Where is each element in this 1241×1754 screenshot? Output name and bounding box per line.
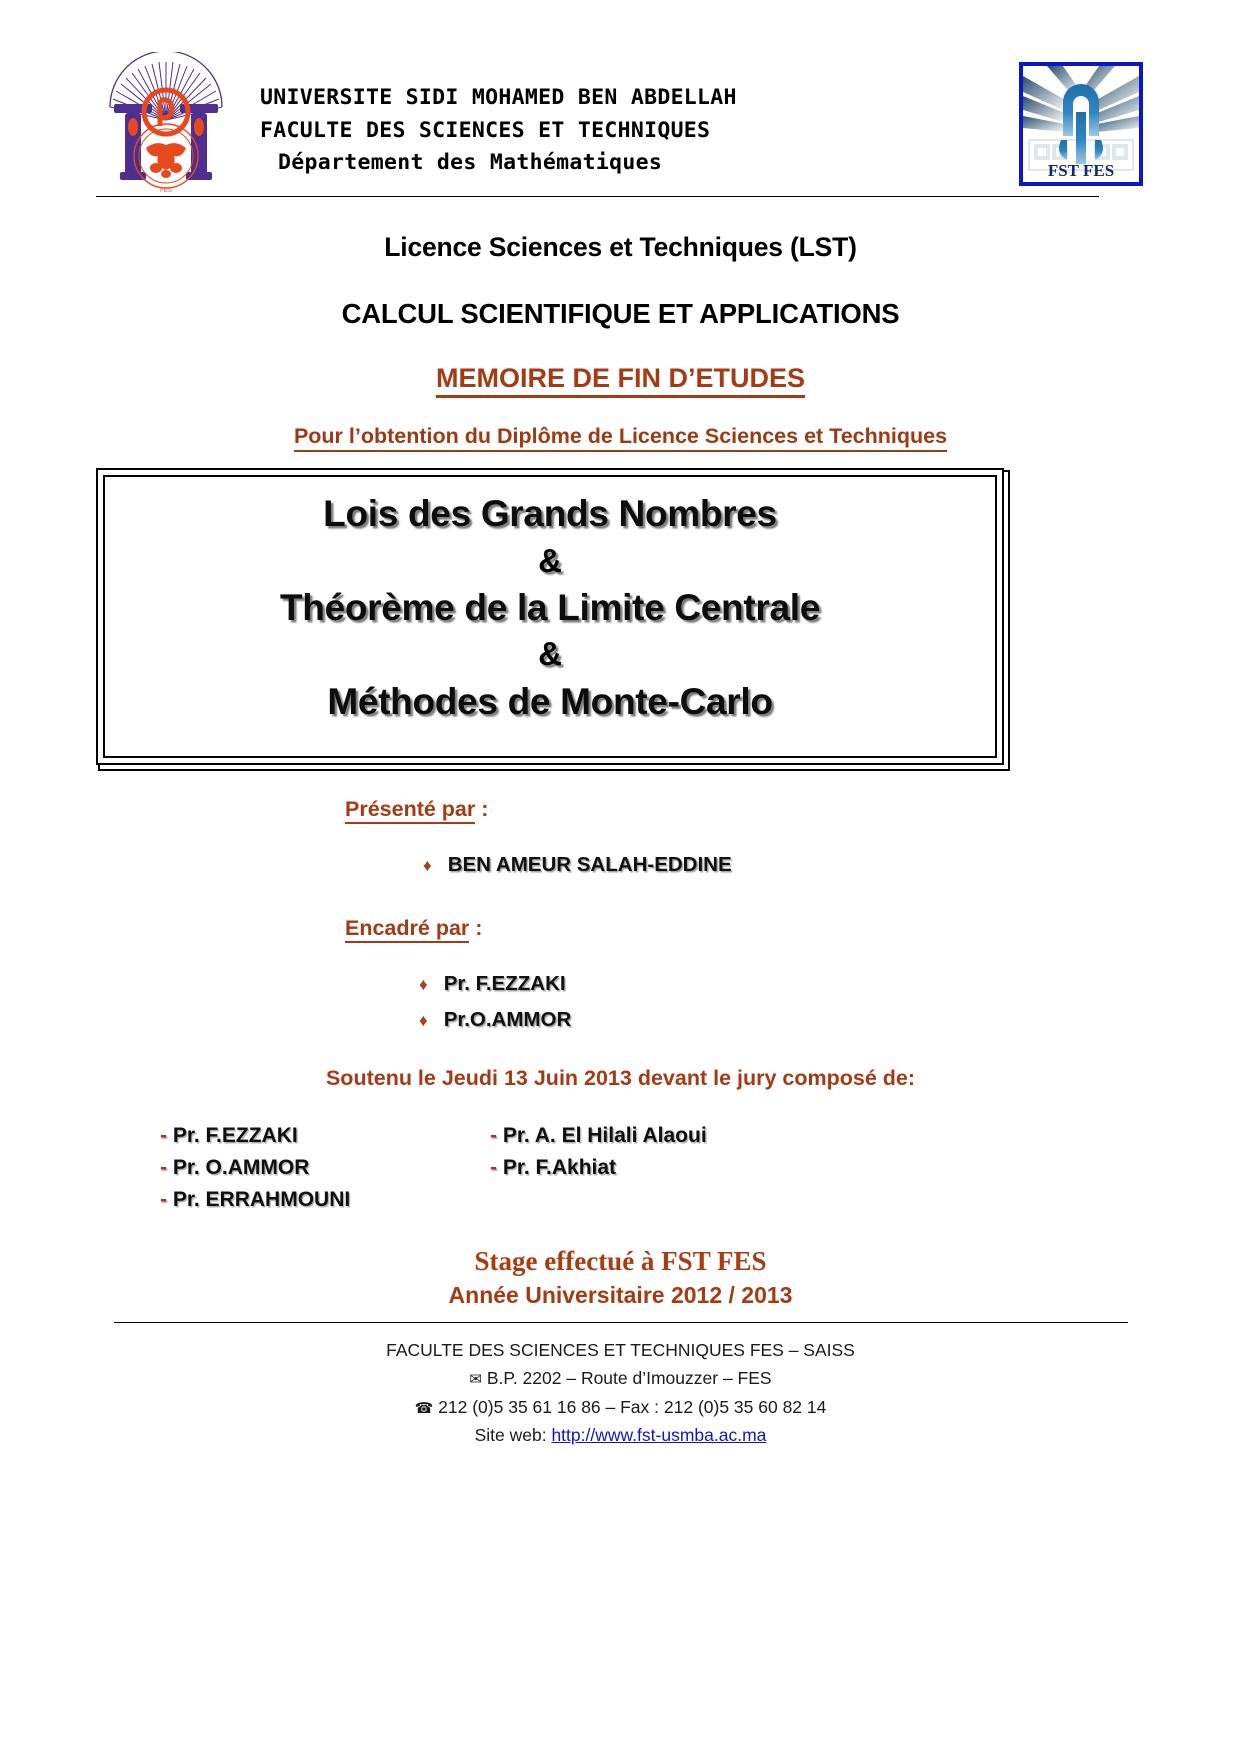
jury-dash: - [160, 1188, 167, 1211]
student-name: BEN AMEUR SALAH-EDDINE [447, 853, 732, 876]
academic-year-line: Année Universitaire 2012 / 2013 [448, 1282, 793, 1308]
footer-address: B.P. 2202 – Route d’Imouzzer – FES [486, 1368, 772, 1389]
presented-by-label-text: Présenté par [345, 797, 475, 824]
jury-dash: - [490, 1124, 497, 1147]
supervised-by-label [345, 916, 482, 941]
footer-phone-row [0, 1393, 1241, 1421]
jury-row [160, 1156, 860, 1188]
footer-phone: 212 (0)5 35 61 16 86 – Fax : 212 (0)5 35 60 82 14 [438, 1396, 827, 1417]
footer-site-row [0, 1421, 1241, 1449]
diamond-bullet-icon: ♦ [423, 856, 432, 875]
specialty-line: CALCUL SCIENTIFIQUE ET APPLICATIONS [341, 298, 900, 329]
purpose-text: Pour l’obtention du Diplôme de Licence Sciences et Techniques [294, 424, 947, 452]
svg-text:FES: FES [160, 188, 172, 194]
degree-line: Licence Sciences et Techniques (LST) [384, 232, 857, 262]
footer-faculty: FACULTE DES SCIENCES ET TECHNIQUES FES – SAISS [386, 1340, 855, 1360]
diamond-bullet-icon: ♦ [419, 1011, 428, 1030]
supervisor-name: Pr. F.EZZAKI [443, 972, 566, 995]
jury-row [160, 1124, 860, 1156]
department-name: Département des Mathématiques [278, 150, 663, 176]
svg-text:FST FES: FST FES [1047, 161, 1115, 180]
document-type-text: MEMOIRE DE FIN D’ETUDES [436, 363, 805, 398]
footer-site-label: Site web: [474, 1425, 552, 1446]
diamond-bullet-icon: ♦ [419, 975, 428, 994]
internship-line: Stage effectué à FST FES [474, 1246, 767, 1276]
jury-member [490, 1124, 860, 1148]
supervisor-row [419, 1008, 571, 1032]
page-footer [0, 1336, 1241, 1449]
document-type [0, 363, 1241, 394]
jury-member [160, 1124, 490, 1148]
footer-divider [114, 1322, 1128, 1323]
thesis-title-box [96, 468, 1004, 765]
jury-dash: - [490, 1156, 497, 1179]
jury-member-name: Pr. F.Akhiat [502, 1156, 617, 1179]
presented-by-label [345, 797, 488, 822]
thesis-title-amp-2: & [538, 635, 562, 673]
supervisor-row [419, 972, 566, 996]
footer-site-link[interactable]: http://www.fst-usmba.ac.ma [551, 1425, 767, 1446]
university-name: UNIVERSITE SIDI MOHAMED BEN ABDELLAH [260, 85, 737, 110]
thesis-title-line-3: Méthodes de Monte-Carlo [327, 680, 773, 722]
header-divider [96, 196, 1099, 197]
supervised-by-label-text: Encadré par [345, 916, 469, 943]
thesis-title-line-2: Théorème de la Limite Centrale [279, 586, 820, 628]
thesis-title-amp-1: & [538, 541, 562, 579]
footer-address-row [0, 1364, 1241, 1392]
jury-dash: - [160, 1124, 167, 1147]
jury-member-name: Pr. ERRAHMOUNI [172, 1188, 351, 1211]
fst-fes-logo [1019, 62, 1143, 186]
usmba-crest-logo [98, 52, 234, 200]
envelope-icon: ✉ [469, 1371, 482, 1389]
jury-member [490, 1156, 860, 1180]
purpose-line [0, 424, 1241, 449]
university-title-block [234, 52, 1005, 180]
jury-list [160, 1124, 860, 1220]
jury-member [160, 1156, 490, 1180]
supervised-by-colon: : [469, 916, 483, 940]
thesis-title-inner [103, 475, 997, 758]
supervisor-name: Pr.O.AMMOR [443, 1008, 572, 1031]
jury-row [160, 1188, 860, 1220]
jury-dash: - [160, 1156, 167, 1179]
faculty-name: FACULTE DES SCIENCES ET TECHNIQUES [260, 117, 711, 143]
jury-member [160, 1188, 490, 1212]
jury-member-name: Pr. F.EZZAKI [172, 1124, 298, 1147]
page-header [98, 52, 1143, 200]
defense-date-line: Soutenu le Jeudi 13 Juin 2013 devant le jury composé de: [325, 1066, 916, 1090]
telephone-icon: ☎ [414, 1399, 434, 1417]
presented-by-colon: : [475, 797, 489, 821]
student-row [423, 853, 732, 877]
thesis-title-line-1: Lois des Grands Nombres [323, 493, 777, 534]
jury-member-name: Pr. A. El Hilali Alaoui [502, 1124, 707, 1147]
jury-member-name: Pr. O.AMMOR [172, 1156, 310, 1179]
